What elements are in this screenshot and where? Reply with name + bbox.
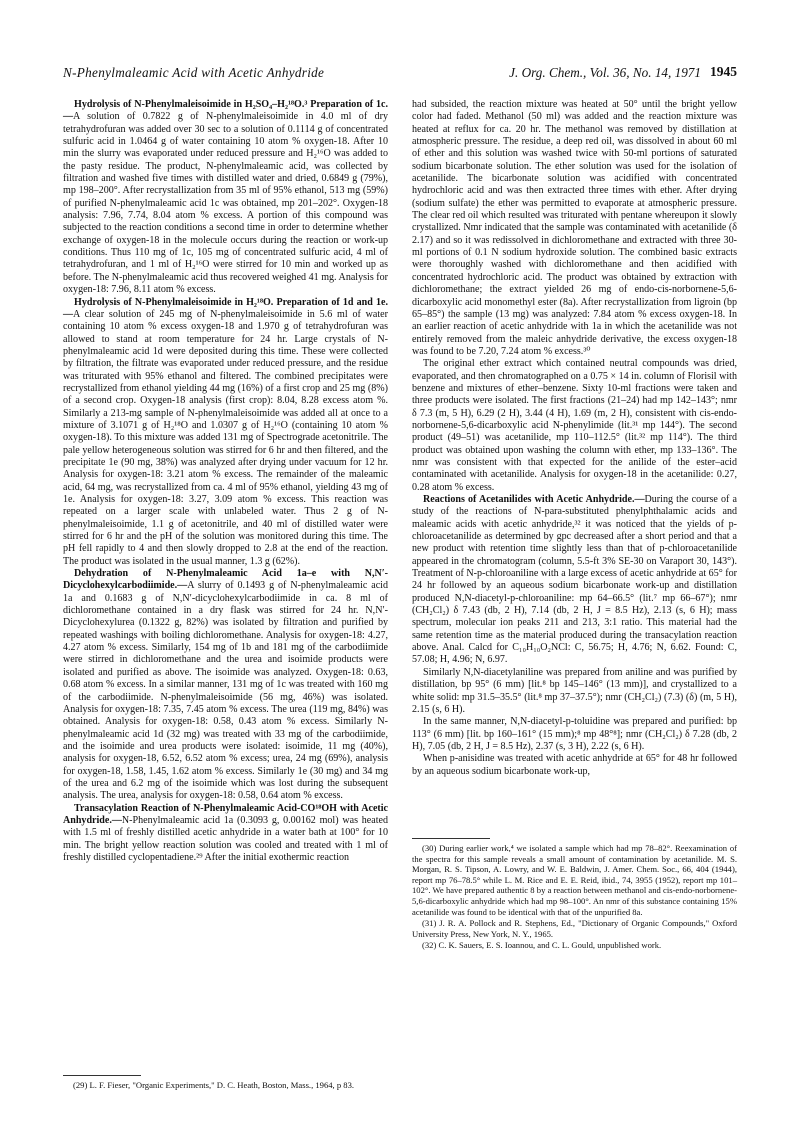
right-column — [412, 99, 737, 778]
paragraph-text: A solution of 0.7822 g of N-phenylmaleisoimide in 4.0 ml of dry tetrahydrofuran was added over 30 sec to a solution of 0.1114 g of concentrated sulfuric acid in 1.0464 g of water containing 10 atom % oxygen-18. After 10 min the slurry was evaporated under reduced pressure and H₂¹⁶O was added to the pasty residue. The product, N-phenylmaleamic acid, was collected by filtration and washed five times with distilled water and dried, 0.6849 g (79%), mp 198–200°. After recrystallization from 35 ml of 95% ethanol, 513 mg (59%) of purified N-phenylmaleamic acid 1c was obtained, mp 201–202°. Oxygen-18 analysis: 7.96, 7.74, 8.04 atom % excess. A portion of this compound was subjected to the reaction conditions a second time in order to determine whether exchange of oxygen-18 in the molecule occurs during the reaction or work-up conditions. Thus 110 mg of 1c, 105 mg of concentrated sulfuric acid, 4 ml of tetrahydrofuran, and 1 ml of H₂¹⁶O were stirred for 10 min and worked up as before. The N-phenylmaleamic acid thus recovered weighed 41 mg. Analysis for oxygen-18: 7.96, 8.11 atom % excess. — [63, 111, 388, 296]
footnotes-right — [412, 843, 737, 952]
paragraph — [412, 753, 737, 778]
section-heading: Transacylation Reaction of N-Phenylmaleamic Acid-CO¹⁸OH with Acetic Anhydride.— — [63, 802, 388, 826]
footnote-rule — [63, 1075, 141, 1076]
paragraph — [412, 667, 737, 716]
section-heading: Hydrolysis of N-Phenylmaleisoimide in H₂¹⁸O. Preparation of 1d and 1e.— — [63, 296, 388, 320]
page-number: 1945 — [710, 64, 737, 79]
section-heading: Reactions of Acetanilides with Acetic Anhydride.— — [423, 494, 645, 505]
paragraph-text: The original ether extract which contained neutral compounds was dried, evaporated, and then chromatographed on a 0.75 × 14 in. column of Florisil with benzene and mixtures of ether–benzene. Sixty 10-ml fractions were taken and three products were isolated. The first fractions (21–24) had mp 142–143°; nmr δ 7.3 (m, 5 H), 6.29 (2 H), 3.44 (4 H), 1.69 (m, 2 H), consistent with cis-endo-norbornene-5,6-dicarboxylic acid N-phenylimide (lit.³¹ mp 144°). The second product (49–51) was acetanilide, mp 110–112.5° (lit.³² mp 114°). The third product was obtained upon washing the column with ether, mp 133–136°. The nmr was consistent with that expected for the anilide of the ester–acid contaminated with acetanilide. Analysis for oxygen-18 in the acetanilide: 0.27, 0.28 atom % excess. — [412, 358, 737, 493]
footnotes-left — [63, 1080, 388, 1092]
running-header — [63, 62, 737, 86]
journal-citation: J. Org. Chem., Vol. 36, No. 14, 1971 — [509, 65, 701, 80]
paragraph — [63, 568, 388, 803]
section-heading: Dehydration of N-Phenylmaleamic Acid 1a–e with N,N′-Dicyclohexylcarbodiimide.— — [63, 568, 388, 592]
paragraph — [412, 716, 737, 753]
paragraph-text: A clear solution of 245 mg of N-phenylmaleisoimide in 5.6 ml of water containing 10 atom % excess oxygen-18 and 1.970 g of tetrahydrofuran was allowed to stand at room temperature for 24 hr. Large crystals of N-phenylmaleamic acid 1d were deposited during this time. These were collected by filtration, the filtrate was evaporated under reduced pressure, and the residue was triturated with 95% ethanol and filtered. The combined precipitates were recrystallized from ethanol yielding 44 mg (16%) of a first crop and 25 mg (8%) of a second crop. Oxygen-18 analysis (first crop): 8.04, 8.28 excess atom %. Similarly a 213-mg sample of N-phenylmaleisoimide was added all at once to a mixture of 3.1071 g of H₂¹⁸O and 1.0307 g of H₂¹⁶O (containing 10 atom % oxygen-18). To this mixture was added 131 mg of Spectrograde acetonitrile. The pale yellow heterogeneous solution was stirred for 6 hr and then filtered, and the precipitate 1e (90 mg, 38%) was analyzed after drying under vacuum for 12 hr. Analysis for oxygen-18: 3.21 atom % excess. The remainder of the maleamic acid, 64 mg, was recrystallized from ca. 4 ml of 95% ethanol, yielding 43 mg of 1e. Analysis for oxygen-18: 3.27, 3.09 atom % excess. This reaction was repeated on a larger scale with unlabeled water. Thus 2 g of N-phenylmaleisoimide, 1.1 g of acetonitrile, and 40 ml of distilled water were stirred for 6 hr and the pH of the solution was monitored during this time. The pH fell rapidly to 4 and then slowly dropped to 2.8 at the end of the reaction. The product was isolated in the usual manner, 1.3 g (62%). — [63, 308, 388, 567]
paragraph — [63, 297, 388, 569]
paragraph-text: When p-anisidine was treated with acetic anhydride at 65° for 48 hr followed by an aqueous sodium bicarbonate work-up, — [412, 753, 737, 777]
paragraph-text: had subsided, the reaction mixture was heated at 50° until the bright yellow color had faded. Methanol (50 ml) was added and the reaction mixture was heated at reflux for ca. 20 hr. The methanol was removed by distillation at atmospheric pressure. The residue, a deep red oil, was dissolved in about 60 ml of ether and this solution was washed twice with 50-ml portions of saturated sodium bicarbonate solution. The ether solution was used for the isolation of acetanilide. The bicarbonate solution was acidified with concentrated hydrochloric acid and was then extracted three times with ether. After drying (sodium sulfate) the ether was permitted to evaporate at atmospheric pressure. The clear red oil which resulted was triturated with pentane whereupon it slowly crystallized. Nmr indicated that the sample was contaminated with acetanilide (δ 2.17) and so it was redissolved in dichloromethane and extracted with three 30-ml portions of 0.1 N sodium hydroxide solution. The combined basic extracts were thoroughly washed with dichloromethane and then acidified with concentrated hydrochloric acid. The product was obtained by extraction with dichloromethane; the extract yielded 26 mg of endo-cis-norbornene-5,6-dicarboxylic acid monomethyl ester (8a). After recrystallization from ligroin (bp 65–85°) the sample (13 mg) was analyzed: 7.84 atom % excess oxygen-18. In an earlier reaction of acetic anhydride with 1a in which the acetanilide was not entirely removed from the maleic anhydride derivative, the excess oxygen-18 was found to be 7.20, 7.24 atom % excess.³⁰ — [412, 99, 737, 357]
paragraph — [63, 803, 388, 865]
paragraph-text: Similarly N,N-diacetylaniline was prepared from aniline and was purified by distillation, bp 95° (6 mm) [lit.⁸ bp 145–146° (13 mm)], and crystallized to a white solid: mp 31.5–35.5° (lit.⁸ mp 37–37.5°); nmr (CH₂Cl₂) (7.3) (δ) (m, 5 H), 2.15 (s, 6 H). — [412, 666, 737, 715]
paragraph — [412, 358, 737, 494]
paragraph-text: N-Phenylmaleamic acid 1a (0.3093 g, 0.00162 mol) was heated with 1.5 ml of freshly distilled acetic anhydride in a water bath at 100° for 10 min. The bright yellow reaction solution was cooled and treated with 1 ml of freshly distilled cyclopentadiene.²⁹ After the initial exothermic reaction — [63, 814, 388, 863]
footnote: (31) J. R. A. Pollock and R. Stephens, Ed., "Dictionary of Organic Compounds," Oxford University Press, New York, N. Y., 1965. — [412, 918, 737, 939]
paragraph — [63, 99, 388, 297]
footnote: (32) C. K. Sauers, E. S. Ioannou, and C. L. Gould, unpublished work. — [422, 940, 662, 951]
paragraph-text: During the course of a study of the reactions of N-para-substituted phenylphthalamic acids and maleamic acids with acetic anhydride,³² it was noticed that the yields of p-chloroacetanilide as determined by gpc decreased after a short period and that a new product with retention time slightly less than that of p-chloroacetanilide appeared in the chromatogram (column, 5.5-ft 3% SE-30 on Varaport 30, 143°). Treatment of N-p-chloroaniline with a large excess of acetic anhydride at 65° for 24 hr followed by an aqueous sodium bicarbonate work-up and distillation produced N,N-diacetyl-p-chloroaniline: mp 64–66.5° (lit.⁷ mp 66–67°); nmr (CH₂Cl₂) δ 7.43 (db, 2 H), 7.14 (db, 2 H, J = 8.5 Hz), 2.13 (s, 6 H); mass spectrum, molecular ion peaks 211 and 213, 3:1 ratio. This material had the same retention time as the material produced during the transacylation reaction above. Anal. Calcd for C₁₀H₁₀O₂NCl: C, 56.75; H, 4.76; N, 6.62. Found: C, 57.08; H, 4.96; N, 6.97. — [412, 494, 737, 666]
footnote: (29) L. F. Fieser, "Organic Experiments," D. C. Heath, Boston, Mass., 1964, p 83. — [73, 1080, 355, 1090]
running-title: N-Phenylmaleamic Acid with Acetic Anhydride — [63, 65, 325, 80]
footnote-rule — [412, 838, 490, 839]
paragraph-text: A slurry of 0.1493 g of N-phenylmaleamic acid 1a and 0.1683 g of N,N′-dicyclohexylcarbodiimide in ca. 8 ml of dichloromethane contained in a dry flask was stirred for 24 hr. N,N′-Dicyclohexylurea (0.1322 g, 82%) was isolated by filtration and purified by repeated washings with boiling dichloromethane. Analysis for oxygen-18: 4.27, 4.27 atom % excess. Similarly, 154 mg of 1b and 181 mg of the carbodiimide were stirred in dichloromethane and the urea and isoimide products were isolated and purified as above. The isoimide was analyzed. Oxygen-18: 0.63, 0.68 atom % excess. In a similar manner, 131 mg of 1c was treated with 160 mg of the carbodiimide. N-phenylmaleisoimide (56 mg, 46%) was isolated. Analysis for oxygen-18: 7.35, 7.45 atom % excess. The urea (119 mg, 84%) was obtained. Analysis for oxygen-18: 0.58, 0.43 atom % excess. Similarly N-phenylmaleamic acid 1d (32 mg) was treated with 33 mg of the carbodiimide, and the isoimide and urea products were isolated: isoimide, 11 mg (40%), analysis for oxygen-18, 6.52, 6.52 atom % excess; urea, 24 mg (69%), analysis for oxygen-18, 1.58, 1.45, 1.62 atom % excess. Similarly 1e (30 mg) and 34 mg of the urea and 6.2 mg of the isoimide which was lost during the subsequent analysis. The urea, analysis for oxygen-18: 0.58, 0.64 atom % excess. — [63, 580, 388, 802]
section-heading: Hydrolysis of N-Phenylmaleisoimide in H₂SO₄–H₂¹⁸O.³ Preparation of 1c.— — [63, 99, 388, 123]
paragraph — [412, 99, 737, 358]
footnote: (30) During earlier work,⁴ we isolated a sample which had mp 78–82°. Reexamination of the spectra for this sample reveals a small amount of contamination by acetanilide. M. S. Morgan, R. S. Tipson, A. Lowry, and W. E. Baldwin, J. Amer. Chem. Soc., 66, 404 (1944), report mp 76–78.5° while L. M. Rice and E. E. Reid, ibid., 74, 3955 (1952), report mp 101–102°. We have prepared authentic 8 by a reaction between methanol and cis-endo-norbornene-5,6-dicarboxylic anhydride which had mp 98–100°. An nmr of this substance containing 15% acetanilide was found to be identical with that of the unpurified 8a. — [412, 843, 737, 917]
left-column — [63, 99, 388, 864]
paragraph — [412, 494, 737, 667]
paragraph-text: In the same manner, N,N-diacetyl-p-toluidine was prepared and purified: bp 113° (6 mm) [lit. bp 160–161° (15 mm);⁸ mp 48°⁸]; nmr (CH₂Cl₂) δ 7.28 (db, 2 H), 7.05 (db, 2 H, J = 8.5 Hz), 2.37 (s, 3 H), 2.22 (s, 6 H). — [412, 716, 737, 752]
